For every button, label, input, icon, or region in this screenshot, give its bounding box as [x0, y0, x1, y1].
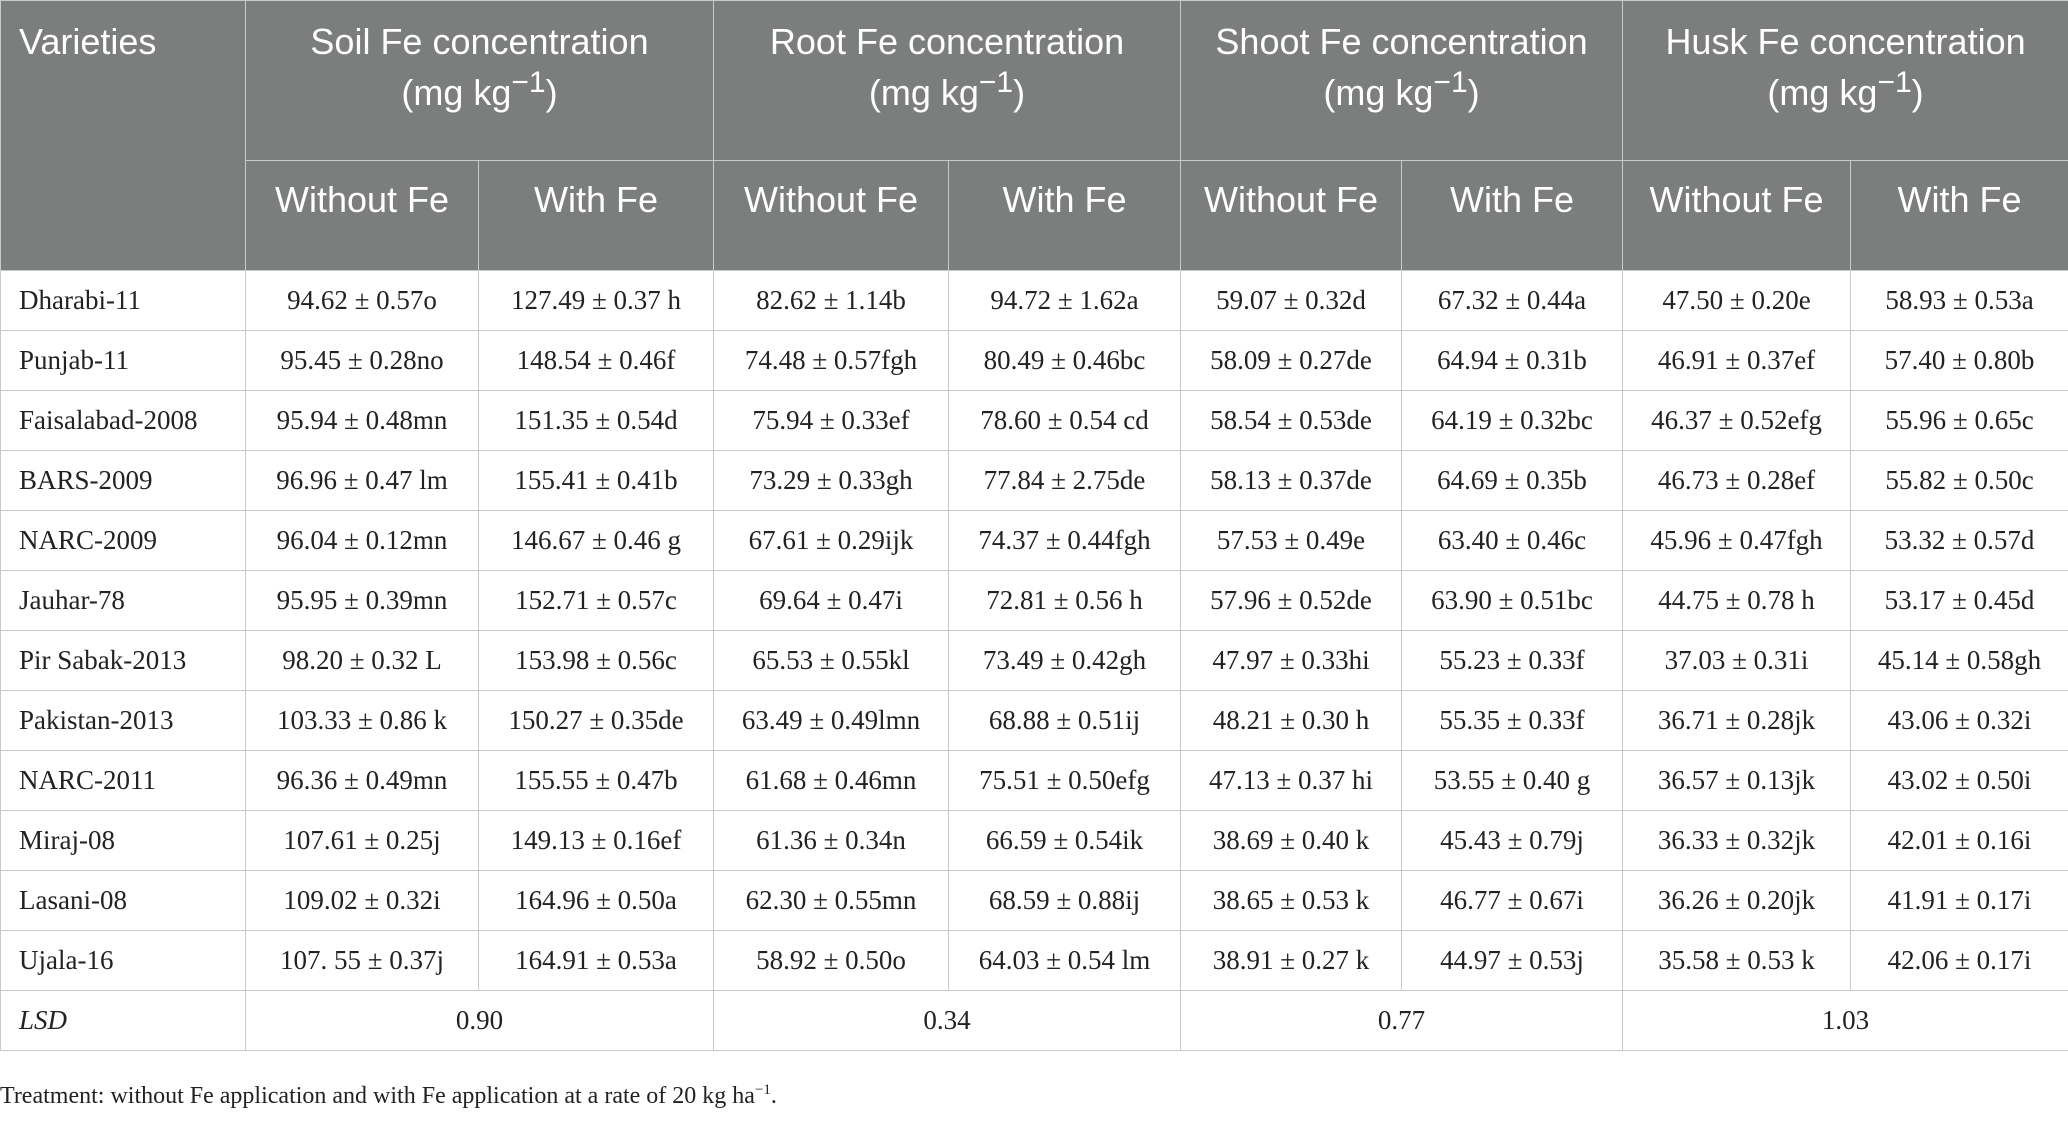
- table-row: [1, 391, 2068, 451]
- value-cell: 148.54 ± 0.46f: [479, 331, 714, 391]
- value-cell: 98.20 ± 0.32 L: [246, 631, 479, 691]
- husk-fe-header: Husk Fe concentration (mg $kg^{-1}$): [1623, 1, 2068, 161]
- husk-without-fe-header: Without Fe: [1623, 161, 1851, 271]
- value-cell: 57.40 ± 0.80b: [1851, 331, 2068, 391]
- value-cell: 66.59 ± 0.54ik: [949, 811, 1181, 871]
- value-cell: 43.02 ± 0.50i: [1851, 751, 2068, 811]
- lsd-soil: 0.90: [246, 991, 714, 1051]
- table-body: [1, 271, 2068, 1051]
- shoot-fe-header: Shoot Fe concentration (mg $kg^{-1}$): [1181, 1, 1623, 161]
- table-row: [1, 811, 2068, 871]
- value-cell: 77.84 ± 2.75de: [949, 451, 1181, 511]
- value-cell: 67.32 ± 0.44a: [1402, 271, 1623, 331]
- soil-fe-header: Soil Fe concentration (mg $kg^{-1}$): [246, 1, 714, 161]
- lsd-husk: 1.03: [1623, 991, 2068, 1051]
- value-cell: 74.48 ± 0.57fgh: [714, 331, 949, 391]
- value-cell: 45.43 ± 0.79j: [1402, 811, 1623, 871]
- variety-name: Ujala-16: [1, 931, 246, 991]
- value-cell: 59.07 ± 0.32d: [1181, 271, 1402, 331]
- value-cell: 153.98 ± 0.56c: [479, 631, 714, 691]
- value-cell: 152.71 ± 0.57c: [479, 571, 714, 631]
- value-cell: 96.36 ± 0.49mn: [246, 751, 479, 811]
- value-cell: 42.06 ± 0.17i: [1851, 931, 2068, 991]
- value-cell: 80.49 ± 0.46bc: [949, 331, 1181, 391]
- table-row: [1, 271, 2068, 331]
- header-row-groups: [1, 1, 2068, 161]
- value-cell: 36.26 ± 0.20jk: [1623, 871, 1851, 931]
- value-cell: 58.92 ± 0.50o: [714, 931, 949, 991]
- value-cell: 127.49 ± 0.37 h: [479, 271, 714, 331]
- value-cell: 82.62 ± 1.14b: [714, 271, 949, 331]
- value-cell: 164.91 ± 0.53a: [479, 931, 714, 991]
- value-cell: 103.33 ± 0.86 k: [246, 691, 479, 751]
- value-cell: 95.94 ± 0.48mn: [246, 391, 479, 451]
- value-cell: 36.33 ± 0.32jk: [1623, 811, 1851, 871]
- root-with-fe-header: With Fe: [949, 161, 1181, 271]
- value-cell: 55.23 ± 0.33f: [1402, 631, 1623, 691]
- value-cell: 75.51 ± 0.50efg: [949, 751, 1181, 811]
- value-cell: 38.65 ± 0.53 k: [1181, 871, 1402, 931]
- value-cell: 55.82 ± 0.50c: [1851, 451, 2068, 511]
- value-cell: 38.69 ± 0.40 k: [1181, 811, 1402, 871]
- soil-with-fe-header: With Fe: [479, 161, 714, 271]
- value-cell: 146.67 ± 0.46 g: [479, 511, 714, 571]
- value-cell: 64.94 ± 0.31b: [1402, 331, 1623, 391]
- table-header: [1, 1, 2068, 271]
- husk-with-fe-header: With Fe: [1851, 161, 2068, 271]
- variety-name: Punjab-11: [1, 331, 246, 391]
- shoot-with-fe-header: With Fe: [1402, 161, 1623, 271]
- variety-name: Pakistan-2013: [1, 691, 246, 751]
- table-row: [1, 751, 2068, 811]
- value-cell: 36.71 ± 0.28jk: [1623, 691, 1851, 751]
- variety-name: Miraj-08: [1, 811, 246, 871]
- value-cell: 57.96 ± 0.52de: [1181, 571, 1402, 631]
- value-cell: 155.55 ± 0.47b: [479, 751, 714, 811]
- value-cell: 95.45 ± 0.28no: [246, 331, 479, 391]
- variety-name: Pir Sabak-2013: [1, 631, 246, 691]
- value-cell: 58.13 ± 0.37de: [1181, 451, 1402, 511]
- lsd-label: LSD: [1, 991, 246, 1051]
- value-cell: 65.53 ± 0.55kl: [714, 631, 949, 691]
- value-cell: 109.02 ± 0.32i: [246, 871, 479, 931]
- value-cell: 45.96 ± 0.47fgh: [1623, 511, 1851, 571]
- lsd-shoot: 0.77: [1181, 991, 1623, 1051]
- lsd-root: 0.34: [714, 991, 1181, 1051]
- value-cell: 151.35 ± 0.54d: [479, 391, 714, 451]
- value-cell: 64.19 ± 0.32bc: [1402, 391, 1623, 451]
- value-cell: 46.73 ± 0.28ef: [1623, 451, 1851, 511]
- table-row: [1, 511, 2068, 571]
- shoot-without-fe-header: Without Fe: [1181, 161, 1402, 271]
- value-cell: 35.58 ± 0.53 k: [1623, 931, 1851, 991]
- root-without-fe-header: Without Fe: [714, 161, 949, 271]
- table-row: [1, 331, 2068, 391]
- variety-name: Jauhar-78: [1, 571, 246, 631]
- value-cell: 55.96 ± 0.65c: [1851, 391, 2068, 451]
- table-row: [1, 451, 2068, 511]
- soil-without-fe-header: Without Fe: [246, 161, 479, 271]
- value-cell: 58.54 ± 0.53de: [1181, 391, 1402, 451]
- table-row: [1, 931, 2068, 991]
- value-cell: 67.61 ± 0.29ijk: [714, 511, 949, 571]
- value-cell: 69.64 ± 0.47i: [714, 571, 949, 631]
- value-cell: 37.03 ± 0.31i: [1623, 631, 1851, 691]
- variety-name: NARC-2009: [1, 511, 246, 571]
- header-row-treatments: [1, 161, 2068, 271]
- variety-name: BARS-2009: [1, 451, 246, 511]
- value-cell: 53.55 ± 0.40 g: [1402, 751, 1623, 811]
- value-cell: 47.50 ± 0.20e: [1623, 271, 1851, 331]
- varieties-header: Varieties: [1, 1, 246, 271]
- value-cell: 36.57 ± 0.13jk: [1623, 751, 1851, 811]
- value-cell: 150.27 ± 0.35de: [479, 691, 714, 751]
- variety-name: Dharabi-11: [1, 271, 246, 331]
- value-cell: 73.29 ± 0.33gh: [714, 451, 949, 511]
- table-row: [1, 691, 2068, 751]
- value-cell: 155.41 ± 0.41b: [479, 451, 714, 511]
- value-cell: 57.53 ± 0.49e: [1181, 511, 1402, 571]
- variety-name: Lasani-08: [1, 871, 246, 931]
- value-cell: 96.96 ± 0.47 lm: [246, 451, 479, 511]
- value-cell: 62.30 ± 0.55mn: [714, 871, 949, 931]
- table-row: [1, 631, 2068, 691]
- variety-name: Faisalabad-2008: [1, 391, 246, 451]
- value-cell: 42.01 ± 0.16i: [1851, 811, 2068, 871]
- value-cell: 43.06 ± 0.32i: [1851, 691, 2068, 751]
- value-cell: 44.75 ± 0.78 h: [1623, 571, 1851, 631]
- value-cell: 94.72 ± 1.62a: [949, 271, 1181, 331]
- value-cell: 149.13 ± 0.16ef: [479, 811, 714, 871]
- value-cell: 53.17 ± 0.45d: [1851, 571, 2068, 631]
- value-cell: 45.14 ± 0.58gh: [1851, 631, 2068, 691]
- value-cell: 44.97 ± 0.53j: [1402, 931, 1623, 991]
- value-cell: 48.21 ± 0.30 h: [1181, 691, 1402, 751]
- value-cell: 63.40 ± 0.46c: [1402, 511, 1623, 571]
- value-cell: 58.93 ± 0.53a: [1851, 271, 2068, 331]
- value-cell: 41.91 ± 0.17i: [1851, 871, 2068, 931]
- value-cell: 58.09 ± 0.27de: [1181, 331, 1402, 391]
- table-row: [1, 871, 2068, 931]
- value-cell: 46.37 ± 0.52efg: [1623, 391, 1851, 451]
- value-cell: 78.60 ± 0.54 cd: [949, 391, 1181, 451]
- value-cell: 107. 55 ± 0.37j: [246, 931, 479, 991]
- value-cell: 38.91 ± 0.27 k: [1181, 931, 1402, 991]
- value-cell: 46.91 ± 0.37ef: [1623, 331, 1851, 391]
- table-footnote: Treatment: without Fe application and with Fe application at a rate of 20 kg $ha^{-1}$.: [0, 1082, 777, 1109]
- table-row: [1, 571, 2068, 631]
- root-fe-header: Root Fe concentration (mg $kg^{-1}$): [714, 1, 1181, 161]
- value-cell: 94.62 ± 0.57o: [246, 271, 479, 331]
- value-cell: 68.88 ± 0.51ij: [949, 691, 1181, 751]
- lsd-row: [1, 991, 2068, 1051]
- value-cell: 107.61 ± 0.25j: [246, 811, 479, 871]
- value-cell: 96.04 ± 0.12mn: [246, 511, 479, 571]
- value-cell: 64.69 ± 0.35b: [1402, 451, 1623, 511]
- value-cell: 74.37 ± 0.44fgh: [949, 511, 1181, 571]
- value-cell: 68.59 ± 0.88ij: [949, 871, 1181, 931]
- value-cell: 63.49 ± 0.49lmn: [714, 691, 949, 751]
- value-cell: 47.13 ± 0.37 hi: [1181, 751, 1402, 811]
- value-cell: 47.97 ± 0.33hi: [1181, 631, 1402, 691]
- value-cell: 95.95 ± 0.39mn: [246, 571, 479, 631]
- value-cell: 63.90 ± 0.51bc: [1402, 571, 1623, 631]
- value-cell: 164.96 ± 0.50a: [479, 871, 714, 931]
- value-cell: 72.81 ± 0.56 h: [949, 571, 1181, 631]
- value-cell: 53.32 ± 0.57d: [1851, 511, 2068, 571]
- value-cell: 75.94 ± 0.33ef: [714, 391, 949, 451]
- value-cell: 61.36 ± 0.34n: [714, 811, 949, 871]
- variety-name: NARC-2011: [1, 751, 246, 811]
- value-cell: 61.68 ± 0.46mn: [714, 751, 949, 811]
- value-cell: 46.77 ± 0.67i: [1402, 871, 1623, 931]
- value-cell: 55.35 ± 0.33f: [1402, 691, 1623, 751]
- value-cell: 73.49 ± 0.42gh: [949, 631, 1181, 691]
- value-cell: 64.03 ± 0.54 lm: [949, 931, 1181, 991]
